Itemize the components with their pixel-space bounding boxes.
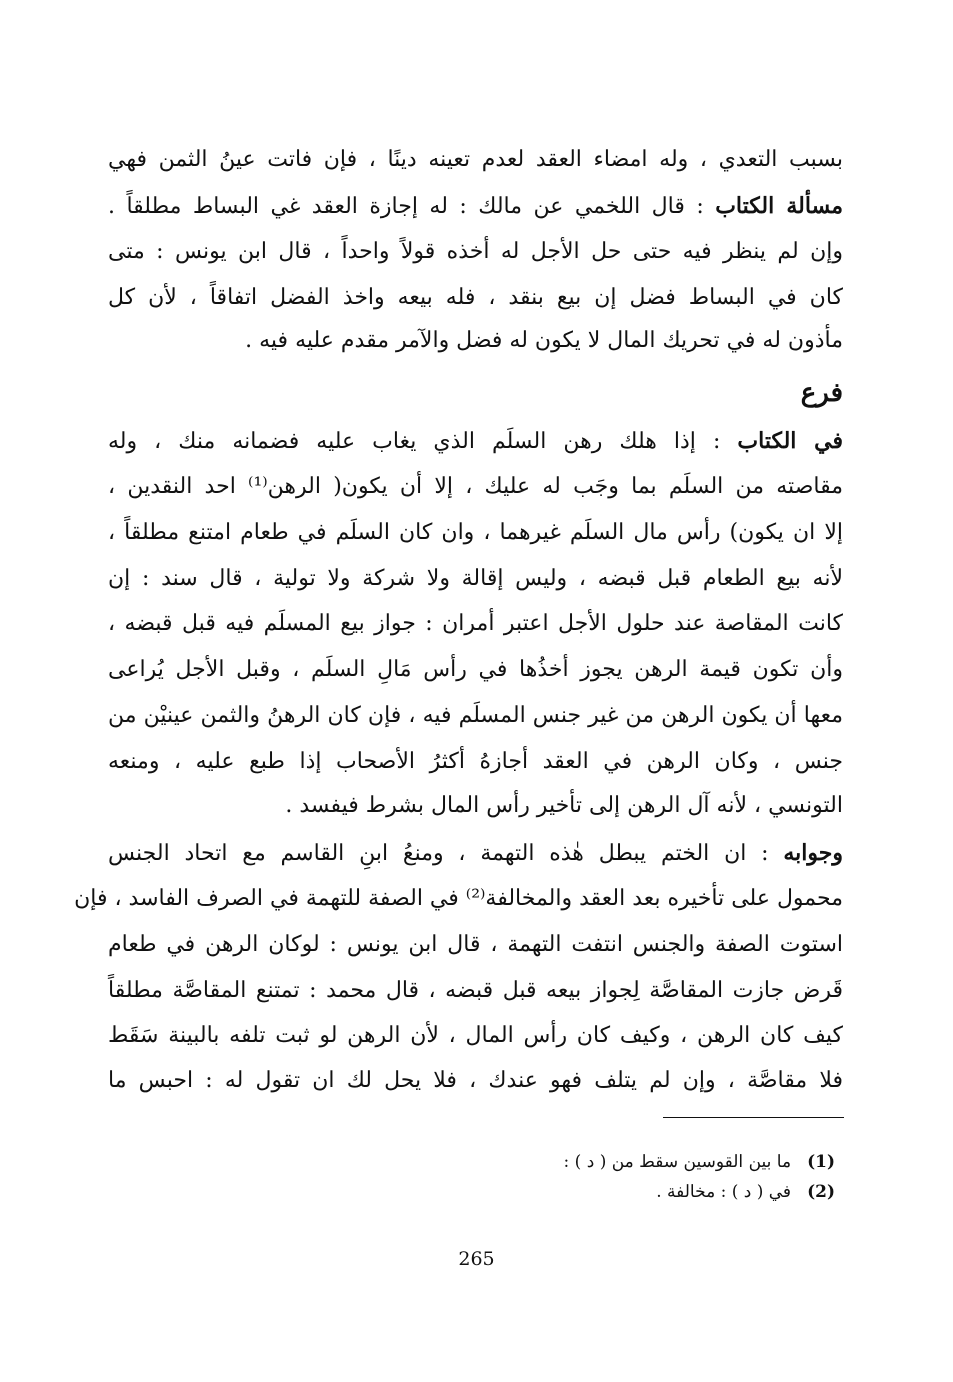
text-line-17: استوت الصفة والجنس انتفت التهمة ، قال ابن يونس : لوكان الرهن في طعام (108, 932, 843, 957)
footnote-separator (663, 1117, 844, 1118)
text-line-6 (108, 426, 843, 457)
text-line-14: التونسي ، لأنه آل الرهن إلى تأخير رأس المال بشرط فيفسد . (285, 793, 843, 818)
line-text: : ان الختم يبطل هٰذه التهمة ، ومنعُ ابنِ القاسم مع اتحاد الجنس (108, 841, 784, 866)
text-line-4: كان في البساط فضل إن بيع بنقد ، فله بيعه واخذ الفضل اتفاقاً ، لأن كل (108, 285, 843, 310)
footnote-number: (1) (807, 1152, 835, 1172)
text-line-18: قَرض جازت المقاصَّة لِجواز بيعه قبل قبضه ، قال محمد : تمتنع المقاصَّة مطلقاً (108, 978, 843, 1003)
footnote-1 (564, 1150, 835, 1174)
text-line-5: مأذون له في تحريك المال لا يكون له فضل والآمر مقدم عليه فيه . (245, 328, 843, 353)
text-line-2 (108, 191, 843, 222)
text-line-1: بسبب التعدي ، وله امضاء العقد لعدم تعينه دينًا ، فإن فاتت عينُ الثمن فهي (108, 147, 843, 172)
text-line-12: معها أن يكون الرهن من غير جنس المسلَم فيه ، فإن كان الرهنُ والثمن عينيْن من (108, 703, 843, 728)
bold-term: وجوابه (783, 840, 843, 866)
footnote-2 (656, 1180, 835, 1204)
text-line-16: محمول على تأخيره بعد العقد والمخالفة⁽²⁾ في الصفة للتهمة في الصرف الفاسد ، فإن (74, 886, 843, 911)
footnote-text: ما بين القوسين سقط من ( د ) : (563, 1152, 792, 1172)
line-text: : إذا هلك رهن السلَم الذي يغاب عليه فضمانه منك ، وله (108, 429, 738, 454)
section-heading: فرع (800, 378, 843, 408)
text-line-11: وأن تكون قيمة الرهن يجوز أخذُها في رأس مَالِ السلَم ، وقبل الأجل يُراعى (108, 657, 843, 682)
text-line-13: جنس ، وكان الرهن في العقد أجازهُ أكثرُ الأصحاب إذا طبع عليه ، ومنعه (108, 749, 843, 774)
text-line-10: كانت المقاصة عند حلول الأجل اعتبر أمران : جواز بيع المسلَم فيه قبل قبضه ، (108, 611, 843, 636)
footnote-text: في ( د ) : مخالفة . (656, 1182, 792, 1202)
text-line-3: وإن لم ينظر فيه حتى حل الأجل له أخذه قولاً واحداً ، قال ابن يونس : متى (108, 239, 843, 264)
text-line-19: كيف كان الرهن ، وكيف كان رأس المال ، لأن الرهن لو ثبت تلفه بالبينة سَقَط (108, 1023, 843, 1048)
text-line-15 (108, 838, 843, 869)
footnote-number: (2) (807, 1182, 835, 1202)
text-line-9: لأنه بيع الطعام قبل قبضه ، وليس إقالة ولا شركة ولا تولية ، قال سند : إن (108, 566, 843, 591)
text-line-20: فلا مقاصَّة ، وإن لم يتلف فهو عندك ، فلا يحل لك ان تقول له : احبس ما (108, 1068, 843, 1093)
bold-term: في الكتاب (737, 428, 843, 454)
line-text: : قال اللخمي عن مالك : له إجازة العقد غي البساط مطلقاً . (108, 194, 716, 219)
page-number: 265 (458, 1248, 495, 1270)
text-line-8: إلا ان يكون) رأس مال السلَم غيرهما ، وان كان السلَم في طعام امتنع مطلقاً ، (108, 520, 843, 545)
text-line-7: مقاصته من السلَم بما وجَب له عليك ، إلا أن يكون( الرهن⁽¹⁾ احد النقدين ، (108, 474, 843, 499)
bold-term: مسألة الكتاب (715, 193, 843, 219)
